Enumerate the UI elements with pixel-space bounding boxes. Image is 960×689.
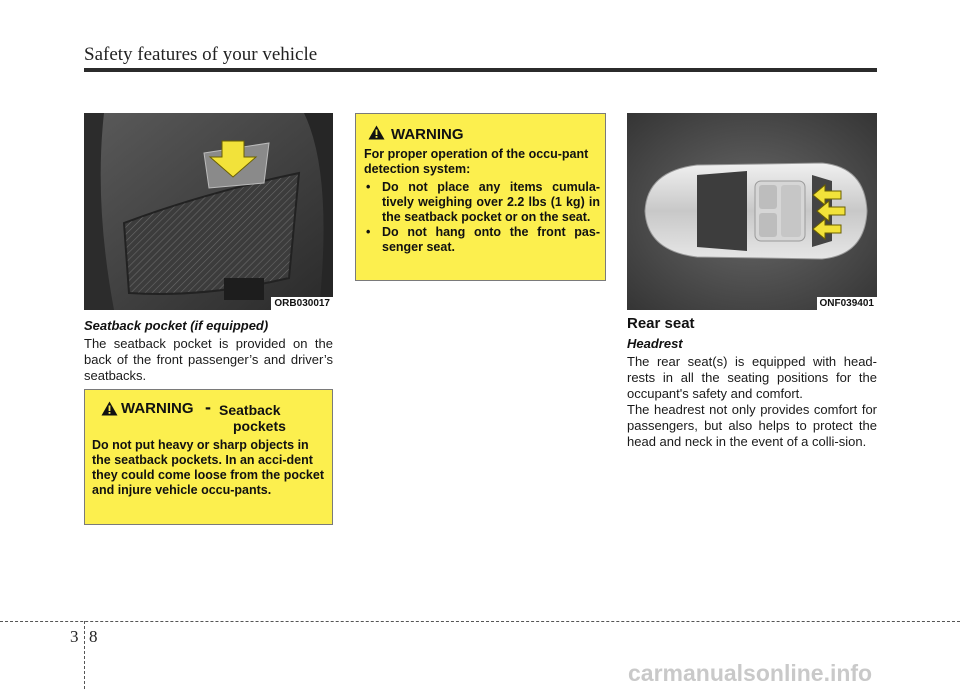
headrest-paragraph-1: The rear seat(s) is equipped with head-rests in all the seating positions for the occupant's safety and comfort. [627, 354, 877, 401]
warning-triangle-icon [368, 125, 385, 145]
headrest-subheading: Headrest [627, 336, 683, 351]
seatback-pocket-photo [84, 113, 333, 310]
headrest-paragraph-2: The headrest not only provides comfort for passengers, but also helps to protect the head and neck in the event of a colli-sion. [627, 402, 877, 449]
page-number: 8 [89, 627, 98, 646]
seatback-pocket-body: The seatback pocket is provided on the back of the front passenger’s and driver’s seatbacks. [84, 336, 333, 383]
seatback-pockets-warning-box [84, 389, 333, 525]
seatback-pocket-illustration [84, 113, 333, 310]
occupant-detection-item: • Do not hang onto the front pas-senger seat. [364, 225, 600, 255]
header-rule [84, 68, 877, 72]
chapter-number: 3 [70, 627, 79, 646]
watermark: carmanualsonline.info [628, 660, 873, 686]
warning-title: WARNING [121, 400, 194, 417]
page-header-title: Safety features of your vehicle [84, 44, 318, 65]
warning-title: WARNING [391, 126, 464, 143]
warning-triangle-icon [101, 401, 118, 421]
footer-vertical-divider [84, 621, 85, 689]
footer-divider [0, 621, 960, 622]
occupant-detection-list [364, 180, 600, 255]
photo-code: ORB030017 [271, 297, 333, 310]
car-topview-photo [627, 113, 877, 310]
seatback-pocket-caption: Seatback pocket (if equipped) [84, 318, 269, 333]
warning-subtitle-line1: Seatback [219, 402, 281, 418]
car-rear-seat-illustration [627, 113, 877, 310]
occupant-detection-item: • Do not place any items cumula-tively weighing over 2.2 lbs (1 kg) in the seatback pocket or on the seat. [364, 180, 600, 225]
occupant-detection-intro: For proper operation of the occu-pant detection system: [364, 147, 589, 176]
seatback-pockets-warning-text: Do not put heavy or sharp objects in the seatback pockets. In an acci-dent they could come loose from the pocket and injure vehicle occu-pants. [92, 438, 324, 497]
occupant-detection-warning-box [355, 113, 606, 281]
rear-seat-heading: Rear seat [627, 315, 695, 332]
warning-dash: - [205, 397, 211, 417]
warning-subtitle-line2: pockets [233, 418, 286, 434]
photo-code: ONF039401 [817, 297, 877, 310]
